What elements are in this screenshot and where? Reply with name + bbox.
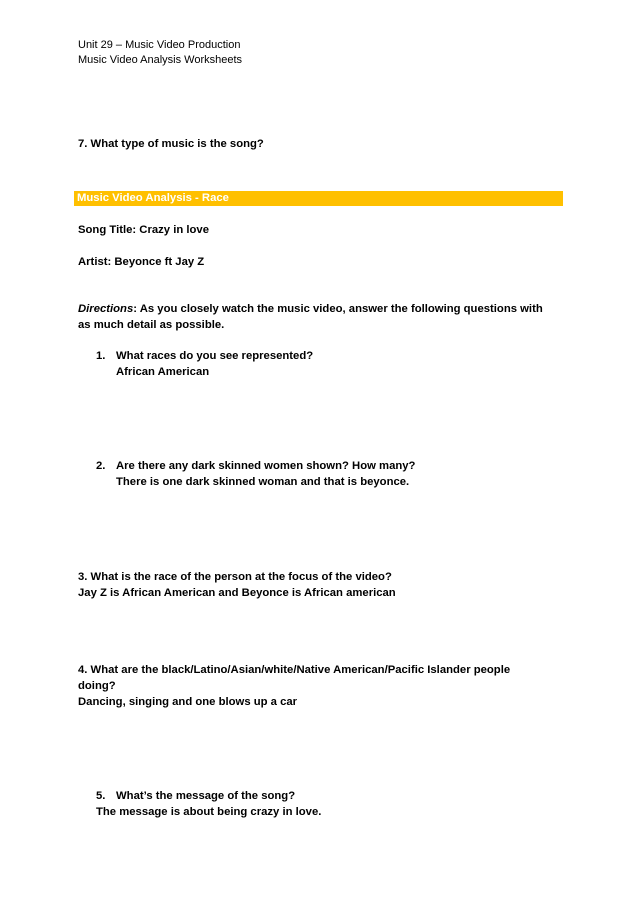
question-1-number: 1. bbox=[96, 350, 106, 362]
header-worksheet-title: Music Video Analysis Worksheets bbox=[78, 54, 243, 66]
question-3: 3. What is the race of the person at the focus of the video? bbox=[78, 571, 392, 583]
question-4-line-1: 4. What are the black/Latino/Asian/white/Native American/Pacific Islander people bbox=[78, 664, 511, 676]
answer-3: Jay Z is African American and Beyonce is African american bbox=[78, 587, 396, 599]
question-1 bbox=[96, 348, 313, 364]
question-2-number: 2. bbox=[96, 460, 106, 472]
answer-5: The message is about being crazy in love. bbox=[96, 806, 322, 818]
section-banner-label: Music Video Analysis - Race bbox=[77, 192, 229, 204]
artist: Artist: Beyonce ft Jay Z bbox=[78, 256, 205, 268]
directions-line-1 bbox=[78, 301, 543, 317]
song-title: Song Title: Crazy in love bbox=[78, 224, 209, 236]
answer-2: There is one dark skinned woman and that is beyonce. bbox=[116, 476, 410, 488]
answer-1: African American bbox=[116, 366, 210, 378]
header-unit-title: Unit 29 – Music Video Production bbox=[78, 39, 241, 51]
question-4-line-2: doing? bbox=[78, 680, 116, 692]
question-5-text: What’s the message of the song? bbox=[116, 790, 296, 802]
question-2 bbox=[96, 458, 415, 474]
question-5-number: 5. bbox=[96, 790, 106, 802]
question-1-text: What races do you see represented? bbox=[116, 350, 314, 362]
directions-label: Directions bbox=[78, 303, 134, 315]
answer-4: Dancing, singing and one blows up a car bbox=[78, 696, 298, 708]
question-5 bbox=[96, 788, 295, 804]
section-banner bbox=[74, 191, 563, 206]
directions-text-1: : As you closely watch the music video, answer the following questions with bbox=[133, 303, 543, 315]
question-7: 7. What type of music is the song? bbox=[78, 138, 264, 150]
question-2-text: Are there any dark skinned women shown? How many? bbox=[116, 460, 416, 472]
directions-line-2: as much detail as possible. bbox=[78, 319, 225, 331]
